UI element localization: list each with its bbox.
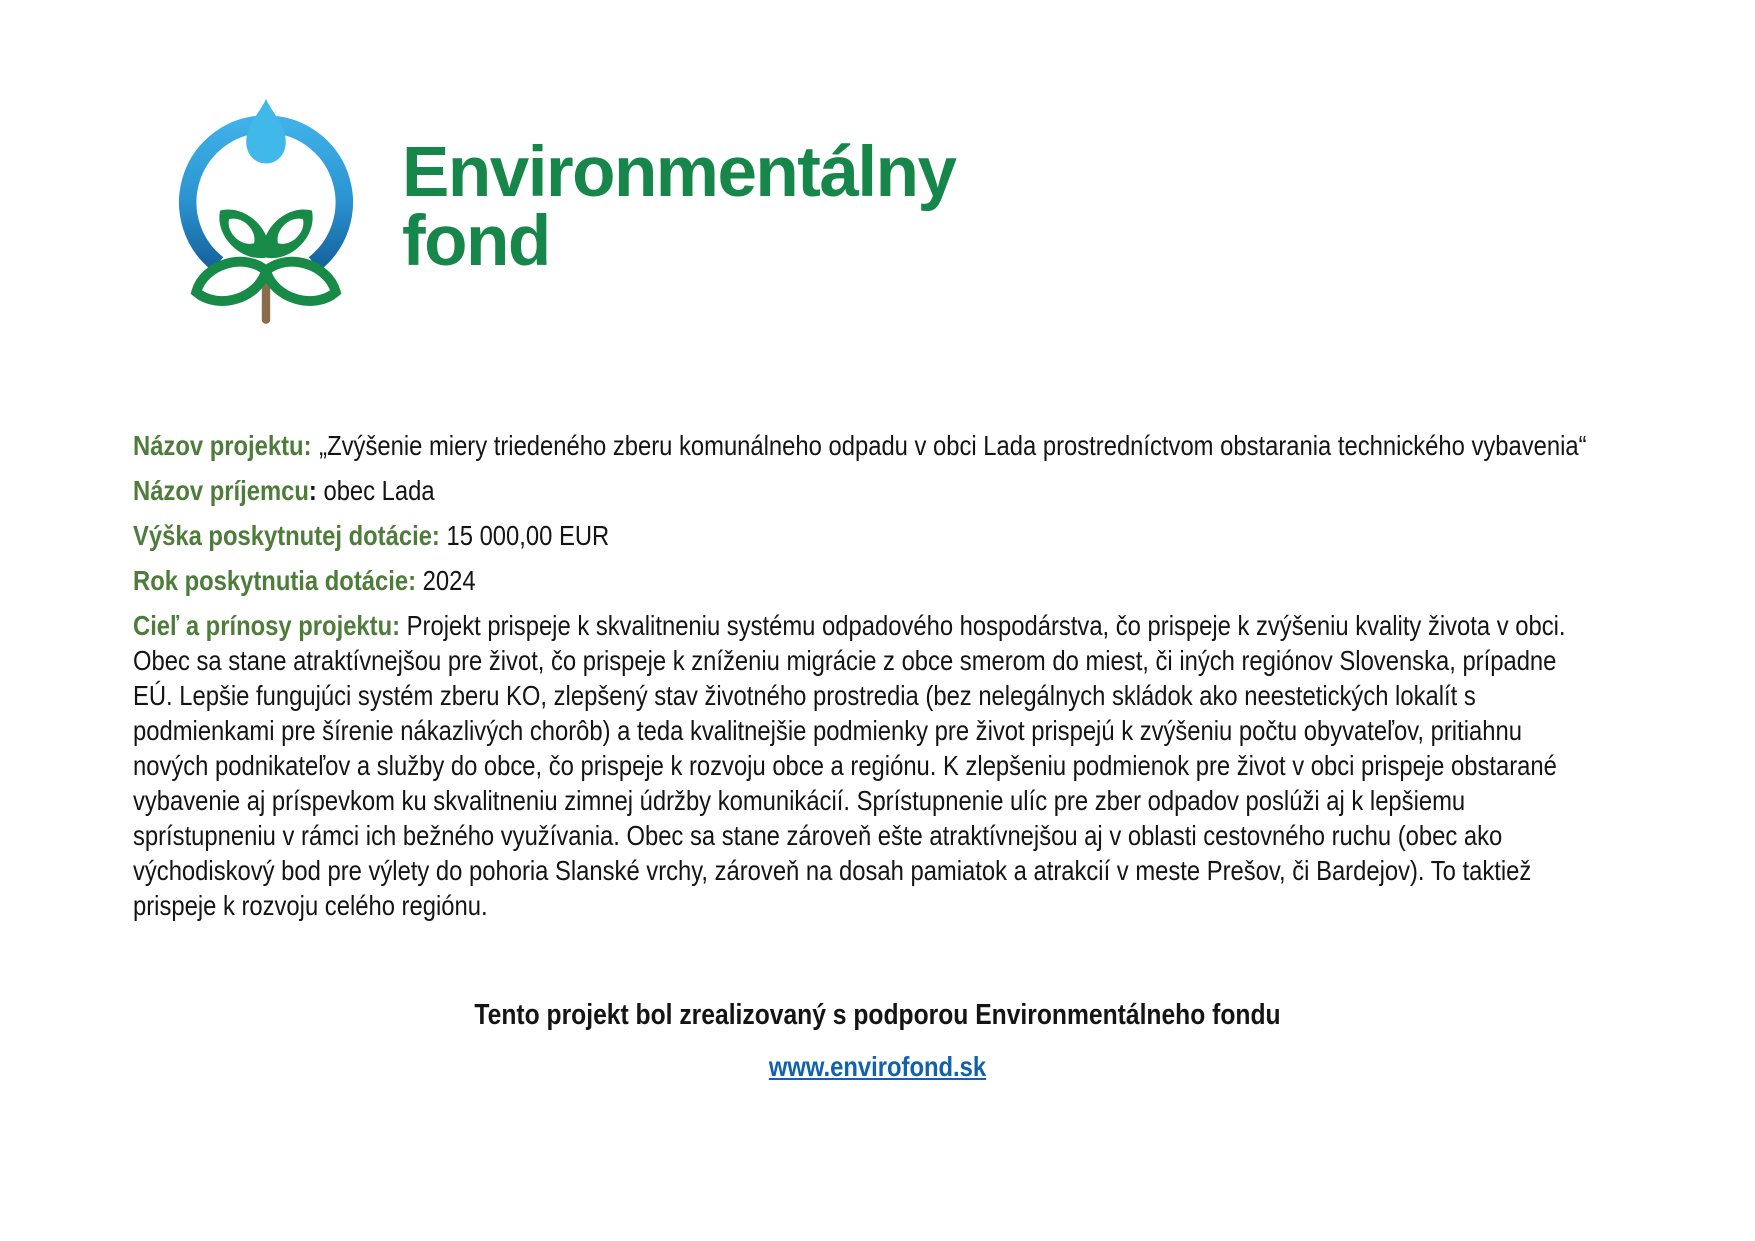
field-goal-value: Projekt prispeje k skvalitneniu systému odpadového hospodárstva, čo prispeje k zvýšeniu kvality života v obci. Obec sa stane atraktívnejšou pre život, čo prispeje k zníženiu migrácie z obce smerom do miest, či iných regiónov Slovenska, prípadne EÚ. Lepšie fungujúci systém zberu KO, zlepšený stav životného prostredia (bez nelegálnych skládok ako neestetických lokalít s podmienkami pre šírenie nákazlivých chorôb) a teda kvalitnejšie podmienky pre život prispejú k zvýšeniu počtu obyvateľov, pritiahnu nových podnikateľov a služby do obce, čo prispeje k rozvoju obce a regiónu. K zlepšeniu podmienok pre život v obci prispeje obstarané vybavenie aj príspevkom ku skvalitneniu zimnej údržby komunikácií. Sprístupnenie ulíc pre zber odpadov poslúži aj k lepšiemu sprístupneniu v rámci ich bežného využívania. Obec sa stane zároveň ešte atraktívnejšou aj v oblasti cestovného ruchu (obec ako východiskový bod pre výlety do pohoria Slanské vrchy, zároveň na dosah pamiatok a atrakcií v meste Prešov, či Bardejov). To taktiež prispeje k rozvoju celého regiónu.: [133, 610, 1566, 921]
field-recipient-value: obec Lada: [323, 475, 435, 506]
field-recipient-label: Názov príjemcu: [133, 475, 309, 506]
logo-title-line2: fond: [402, 202, 550, 281]
field-recipient-colon: :: [308, 475, 317, 506]
field-project-name: [133, 428, 1593, 463]
envirofond-logo: [152, 88, 956, 328]
field-grant-amount-value: 15 000,00 EUR: [446, 520, 610, 551]
envirofond-logo-svg: [152, 88, 380, 328]
envirofond-logo-text: [402, 133, 956, 281]
support-statement: Tento projekt bol zrealizovaný s podporou Environmentálneho fondu: [474, 999, 1281, 1031]
field-goal-label: Cieľ a prínosy projektu:: [133, 610, 401, 641]
field-grant-year-label: Rok poskytnutia dotácie:: [133, 565, 416, 596]
field-grant-year: [133, 563, 1593, 598]
field-project-name-value: „Zvýšenie miery triedeného zberu komunálneho odpadu v obci Lada prostredníctvom obstarania technického vybavenia“: [319, 430, 1587, 461]
field-grant-year-value: 2024: [422, 565, 476, 596]
envirofond-logo-mark: [152, 88, 380, 328]
water-drop-icon: [246, 99, 286, 164]
field-goal: [133, 608, 1593, 923]
field-grant-amount: [133, 518, 1593, 553]
site-link-row: [132, 1051, 1624, 1083]
field-project-name-label: Názov projektu:: [133, 430, 312, 461]
field-grant-amount-label: Výška poskytnutej dotácie:: [133, 520, 440, 551]
field-recipient: [133, 473, 1593, 508]
envirofond-link[interactable]: www.envirofond.sk: [768, 1051, 987, 1082]
project-details: [133, 428, 1593, 933]
logo-title-line1: Environmentálny: [402, 133, 956, 212]
